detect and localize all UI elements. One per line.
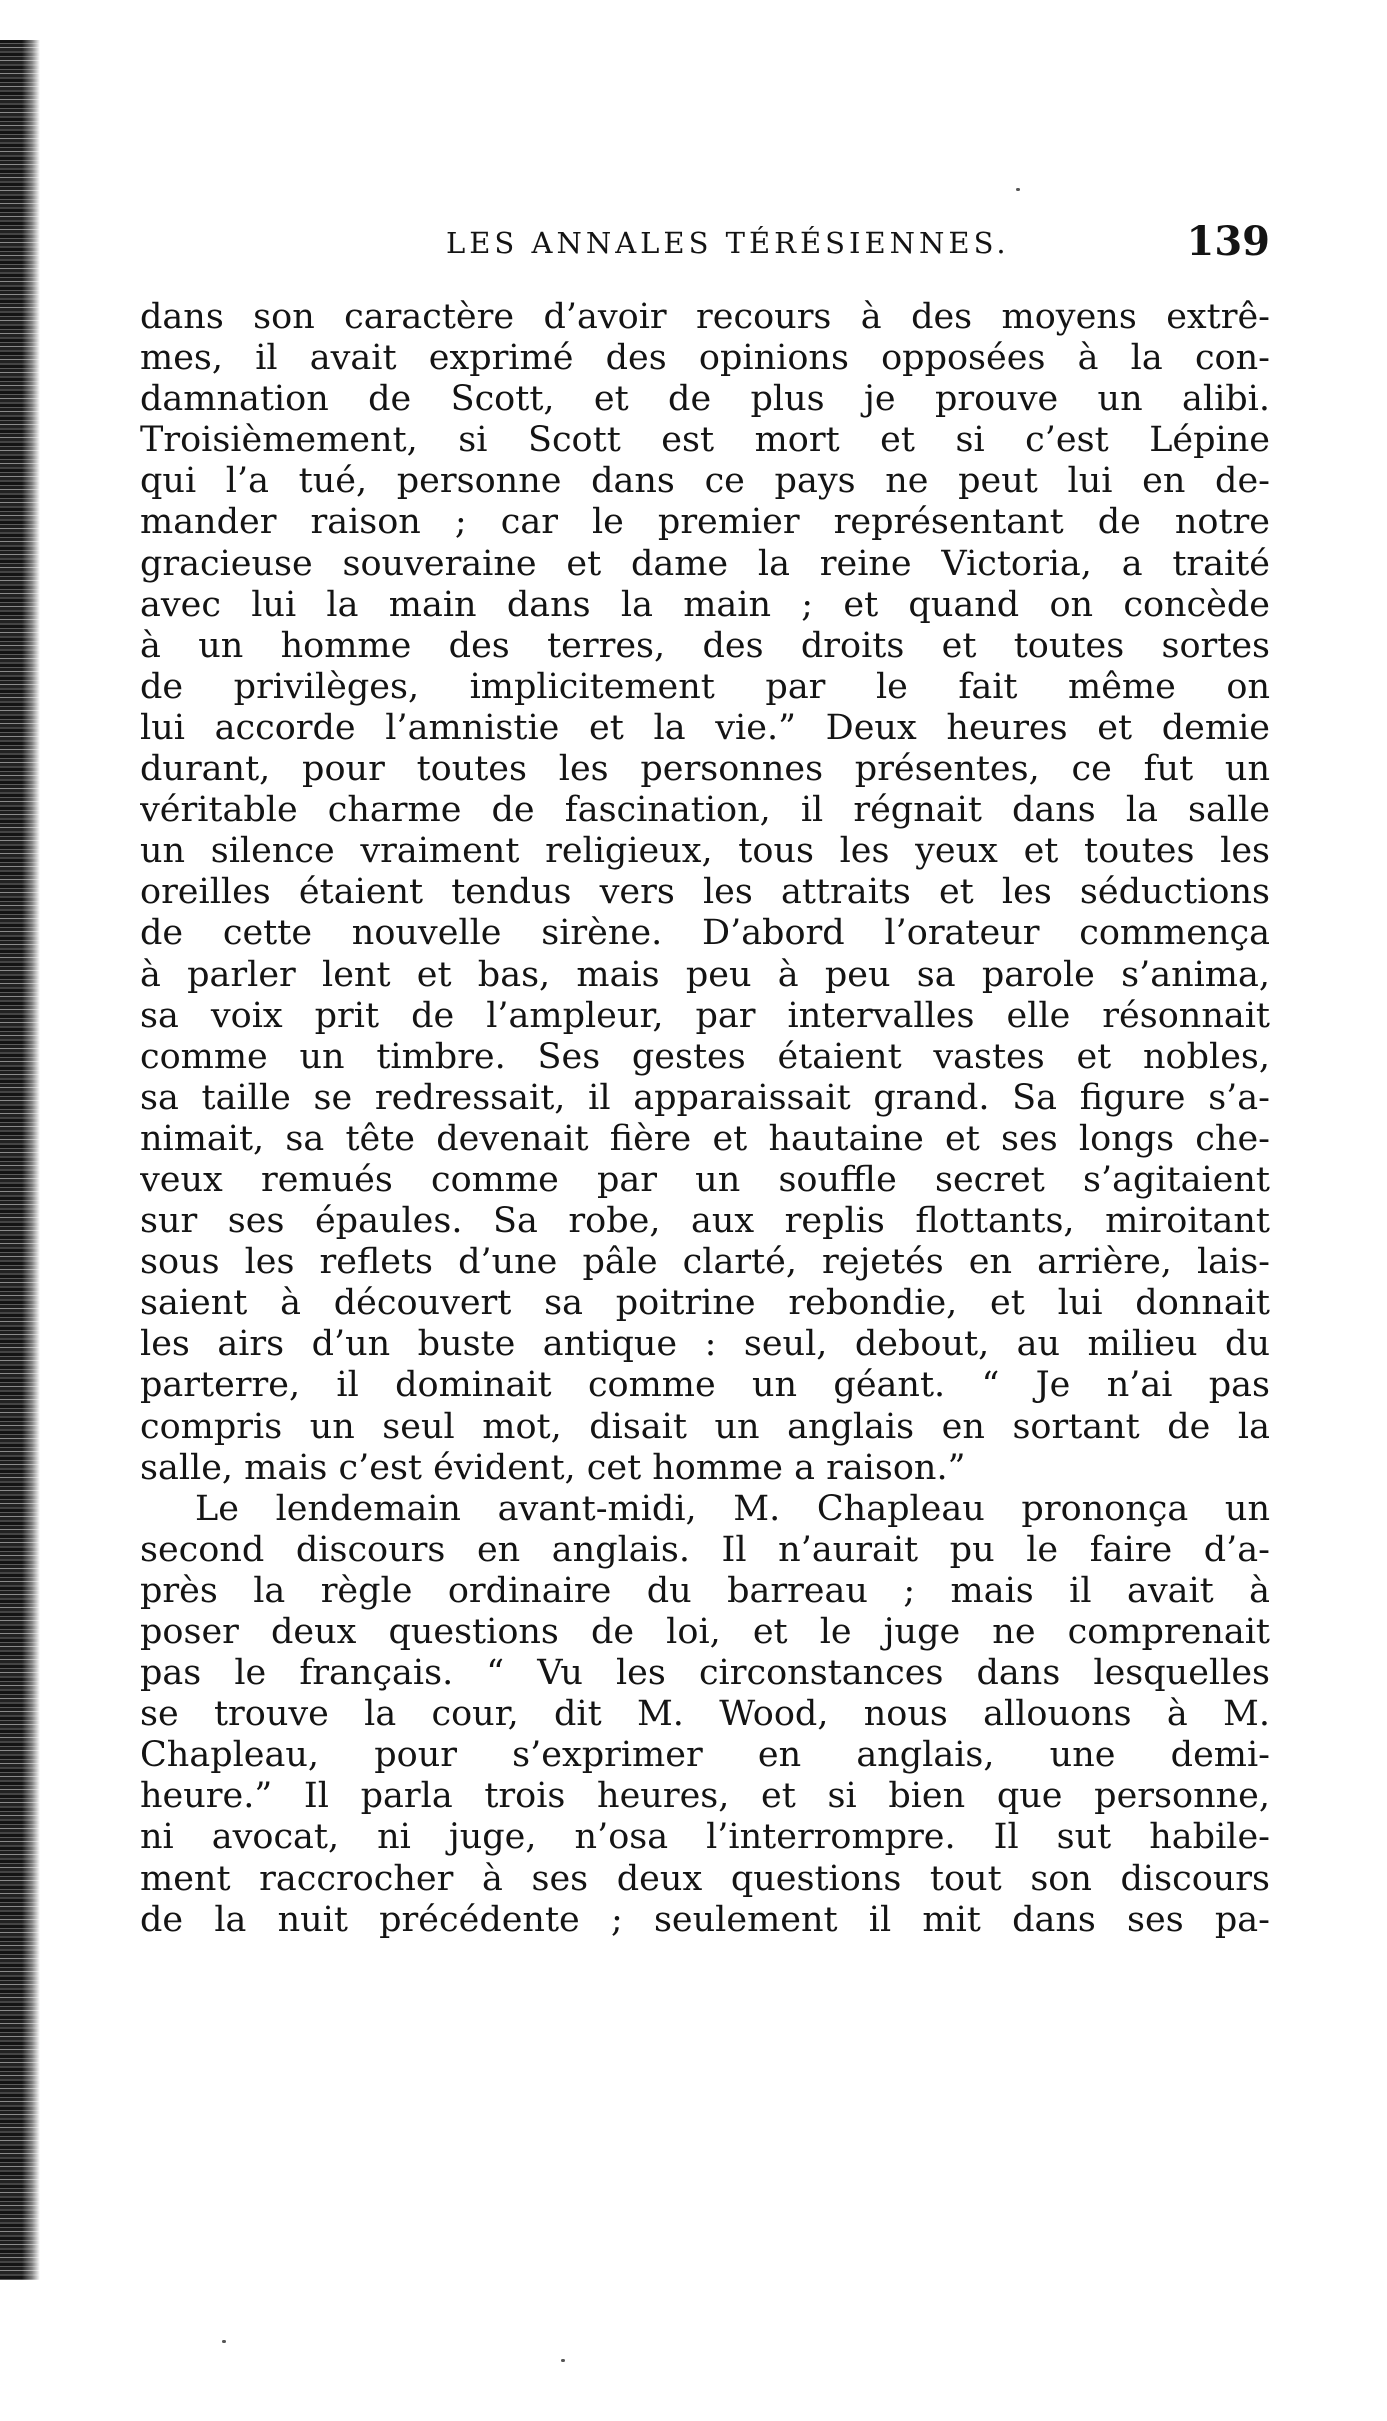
paragraph-start-line: Le lendemain avant-midi, M. Chapleau prononça un <box>195 1488 1270 1529</box>
print-speck <box>222 2340 226 2343</box>
text-line: près la règle ordinaire du barreau ; mais il avait à <box>140 1570 1270 1611</box>
text-line: ni avocat, ni juge, n’osa l’interrompre. Il sut habile- <box>140 1817 1270 1858</box>
text-line: nimait, sa tête devenait fière et hautaine et ses longs che- <box>140 1118 1270 1159</box>
text-line: Chapleau, pour s’exprimer en anglais, une demi- <box>140 1735 1270 1776</box>
text-line: Troisièmement, si Scott est mort et si c’est Lépine <box>140 420 1270 461</box>
text-line: de privilèges, implicitement par le fait même on <box>140 666 1270 707</box>
text-line: second discours en anglais. Il n’aurait pu le faire d’a- <box>140 1529 1270 1570</box>
text-line: damnation de Scott, et de plus je prouve un alibi. <box>140 379 1270 420</box>
text-line: les airs d’un buste antique : seul, debout, au milieu du <box>140 1324 1270 1365</box>
text-line: se trouve la cour, dit M. Wood, nous allouons à M. <box>140 1694 1270 1735</box>
page-header <box>140 218 1270 278</box>
text-line: sa taille se redressait, il apparaissait grand. Sa figure s’a- <box>140 1077 1270 1118</box>
text-line: de cette nouvelle sirène. D’abord l’orateur commença <box>140 913 1270 954</box>
paragraph-end-line: salle, mais c’est évident, cet homme a raison.” <box>140 1447 966 1488</box>
text-line: avec lui la main dans la main ; et quand on concède <box>140 584 1270 625</box>
text-line: durant, pour toutes les personnes présentes, ce fut un <box>140 749 1270 790</box>
text-line: mes, il avait exprimé des opinions opposées à la con- <box>140 338 1270 379</box>
body-text <box>140 297 1270 1941</box>
text-line: gracieuse souveraine et dame la reine Victoria, a traité <box>140 543 1270 584</box>
text-line: saient à découvert sa poitrine rebondie, et lui donnait <box>140 1283 1270 1324</box>
text-line: oreilles étaient tendus vers les attraits et les séductions <box>140 872 1270 913</box>
text-line: pas le français. “ Vu les circonstances dans lesquelles <box>140 1653 1270 1694</box>
print-speck <box>561 2359 565 2362</box>
text-line: ment raccrocher à ses deux questions tout son discours <box>140 1858 1270 1899</box>
text-line: dans son caractère d’avoir recours à des moyens extrê- <box>140 297 1270 337</box>
print-speck <box>1016 188 1020 191</box>
text-line: qui l’a tué, personne dans ce pays ne peut lui en de- <box>140 461 1270 502</box>
text-line: veux remués comme par un souffle secret s’agitaient <box>140 1159 1270 1200</box>
text-line: sa voix prit de l’ampleur, par intervalles elle résonnait <box>140 995 1270 1036</box>
text-line: de la nuit précédente ; seulement il mit dans ses pa- <box>140 1899 1270 1940</box>
text-line: à un homme des terres, des droits et toutes sortes <box>140 625 1270 666</box>
text-line: un silence vraiment religieux, tous les yeux et toutes les <box>140 831 1270 872</box>
book-spine-edge <box>0 40 40 2280</box>
running-title: LES ANNALES TÉRÉSIENNES. <box>446 226 1010 260</box>
text-line: mander raison ; car le premier représentant de notre <box>140 502 1270 543</box>
text-line: véritable charme de fascination, il régnait dans la salle <box>140 790 1270 831</box>
text-line: poser deux questions de loi, et le juge ne comprenait <box>140 1612 1270 1652</box>
text-line: sous les reflets d’une pâle clarté, rejetés en arrière, lais- <box>140 1242 1270 1283</box>
text-line: heure.” Il parla trois heures, et si bien que personne, <box>140 1776 1270 1817</box>
text-line: comme un timbre. Ses gestes étaient vastes et nobles, <box>140 1036 1270 1077</box>
text-line: parterre, il dominait comme un géant. “ Je n’ai pas <box>140 1365 1270 1406</box>
text-line: à parler lent et bas, mais peu à peu sa parole s’anima, <box>140 954 1270 995</box>
page-number: 139 <box>1186 218 1270 265</box>
text-line: lui accorde l’amnistie et la vie.” Deux heures et demie <box>140 707 1270 748</box>
text-line: compris un seul mot, disait un anglais en sortant de la <box>140 1406 1270 1447</box>
text-line: sur ses épaules. Sa robe, aux replis flottants, miroitant <box>140 1201 1270 1242</box>
